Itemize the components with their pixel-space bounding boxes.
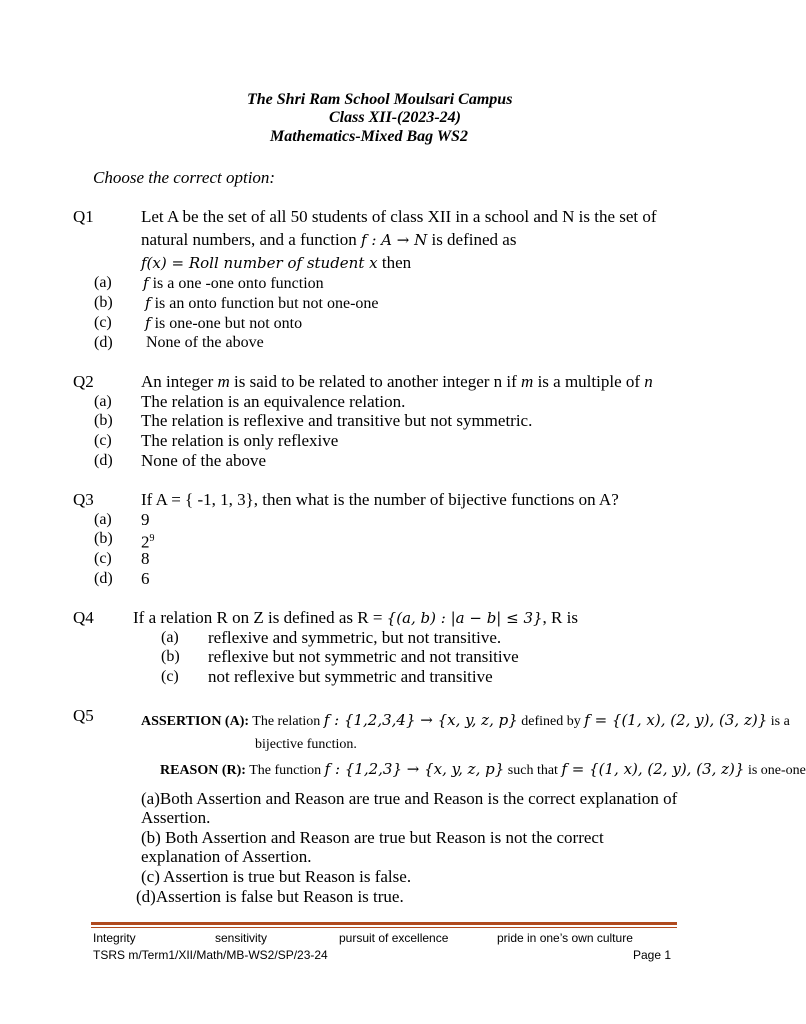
q2-option-a: The relation is an equivalence relation. <box>141 392 406 411</box>
q5-assertion: ASSERTION (A): The relation f : {1,2,3,4} → {x, y, z, p} defined by f = {(1, x), (2, y), (3, z)} is a <box>141 711 790 729</box>
school-name: The Shri Ram School Moulsari Campus <box>247 91 513 108</box>
q4-option-a: reflexive and symmetric, but not transitive. <box>208 628 502 647</box>
q4-option-b: reflexive but not symmetric and not transitive <box>208 647 519 666</box>
q2-option-d-label: (d) <box>94 452 113 469</box>
q3-option-a: 9 <box>141 510 150 529</box>
q3-option-c-label: (c) <box>94 550 112 567</box>
q3-option-d-label: (d) <box>94 570 113 587</box>
q5-assertion-line2: bijective function. <box>255 737 357 752</box>
footer-rule-thin <box>91 927 677 928</box>
q4-option-c: not reflexive but symmetric and transitive <box>208 667 493 686</box>
q3-number: Q3 <box>73 490 94 509</box>
q5-option-b: (b) Both Assertion and Reason are true but Reason is not the correct <box>141 828 604 847</box>
q5-number: Q5 <box>73 706 94 725</box>
q4-number: Q4 <box>73 608 94 627</box>
q1-stem-line3: f(x) = Roll number of student x then <box>141 253 412 272</box>
q3-option-a-label: (a) <box>94 511 112 528</box>
footer-value-sensitivity: sensitivity <box>215 931 268 945</box>
footer-value-integrity: Integrity <box>93 931 136 945</box>
q1-option-d: None of the above <box>146 334 264 351</box>
q2-option-b: The relation is reflexive and transitive but not symmetric. <box>141 411 533 430</box>
footer-doc-code: TSRS m/Term1/XII/Math/MB-WS2/SP/23-24 <box>93 948 328 962</box>
q2-number: Q2 <box>73 372 94 391</box>
q2-option-a-label: (a) <box>94 393 112 410</box>
q3-option-b-label: (b) <box>94 530 113 547</box>
q3-option-b: $2^9$ <box>141 532 155 552</box>
q2-option-c-label: (c) <box>94 432 112 449</box>
q3-stem: If A = { -1, 1, 3}, then what is the number of bijective functions on A? <box>141 490 619 509</box>
footer-value-culture: pride in one’s own culture <box>497 931 633 945</box>
q1-option-b-label: (b) <box>94 294 113 311</box>
q1-option-c-label: (c) <box>94 314 112 331</box>
q1-option-a-label: (a) <box>94 274 112 291</box>
q1-stem-line1: Let A be the set of all 50 students of class XII in a school and N is the set of <box>141 207 657 226</box>
q5-option-d: (d)Assertion is false but Reason is true. <box>136 887 404 906</box>
q2-option-b-label: (b) <box>94 412 113 429</box>
q1-number: Q1 <box>73 207 94 226</box>
q1-option-c: f is one-one but not onto <box>145 314 303 332</box>
q5-reason: REASON (R): The function f : {1,2,3} → {x, y, z, p} such that f = {(1, x), (2, y), (3, z)} is one-one <box>160 760 806 778</box>
q2-option-d: None of the above <box>141 451 267 470</box>
q5-option-a: (a)Both Assertion and Reason are true and Reason is the correct explanation of <box>141 789 678 808</box>
q4-stem: If a relation R on Z is defined as R = {(a, b) : |a − b| ≤ 3}, R is <box>133 608 578 627</box>
q5-option-b-cont: explanation of Assertion. <box>141 847 312 866</box>
worksheet-title: Mathematics-Mixed Bag WS2 <box>270 128 468 145</box>
q3-option-d: 6 <box>141 569 150 588</box>
q1-option-d-label: (d) <box>94 334 113 351</box>
q4-option-a-label: (a) <box>161 629 179 646</box>
q2-stem: An integer m is said to be related to another integer n if m is a multiple of n <box>141 372 653 391</box>
q1-option-b: f is an onto function but not one-one <box>145 294 379 312</box>
q4-option-b-label: (b) <box>161 648 180 665</box>
q4-option-c-label: (c) <box>161 668 179 685</box>
q1-stem-line2: natural numbers, and a function f : A → N is defined as <box>141 230 517 249</box>
q2-option-c: The relation is only reflexive <box>141 431 339 450</box>
instruction: Choose the correct option: <box>93 168 276 187</box>
q1-option-a: f is a one -one onto function <box>143 274 324 292</box>
q5-option-a-cont: Assertion. <box>141 808 211 827</box>
footer-rule-thick <box>91 922 677 925</box>
q3-option-c: 8 <box>141 549 150 568</box>
footer-value-excellence: pursuit of excellence <box>339 931 449 945</box>
class-title: Class XII-(2023-24) <box>329 109 462 126</box>
page-number: Page 1 <box>633 948 672 962</box>
q5-option-c: (c) Assertion is true but Reason is false. <box>141 867 412 886</box>
